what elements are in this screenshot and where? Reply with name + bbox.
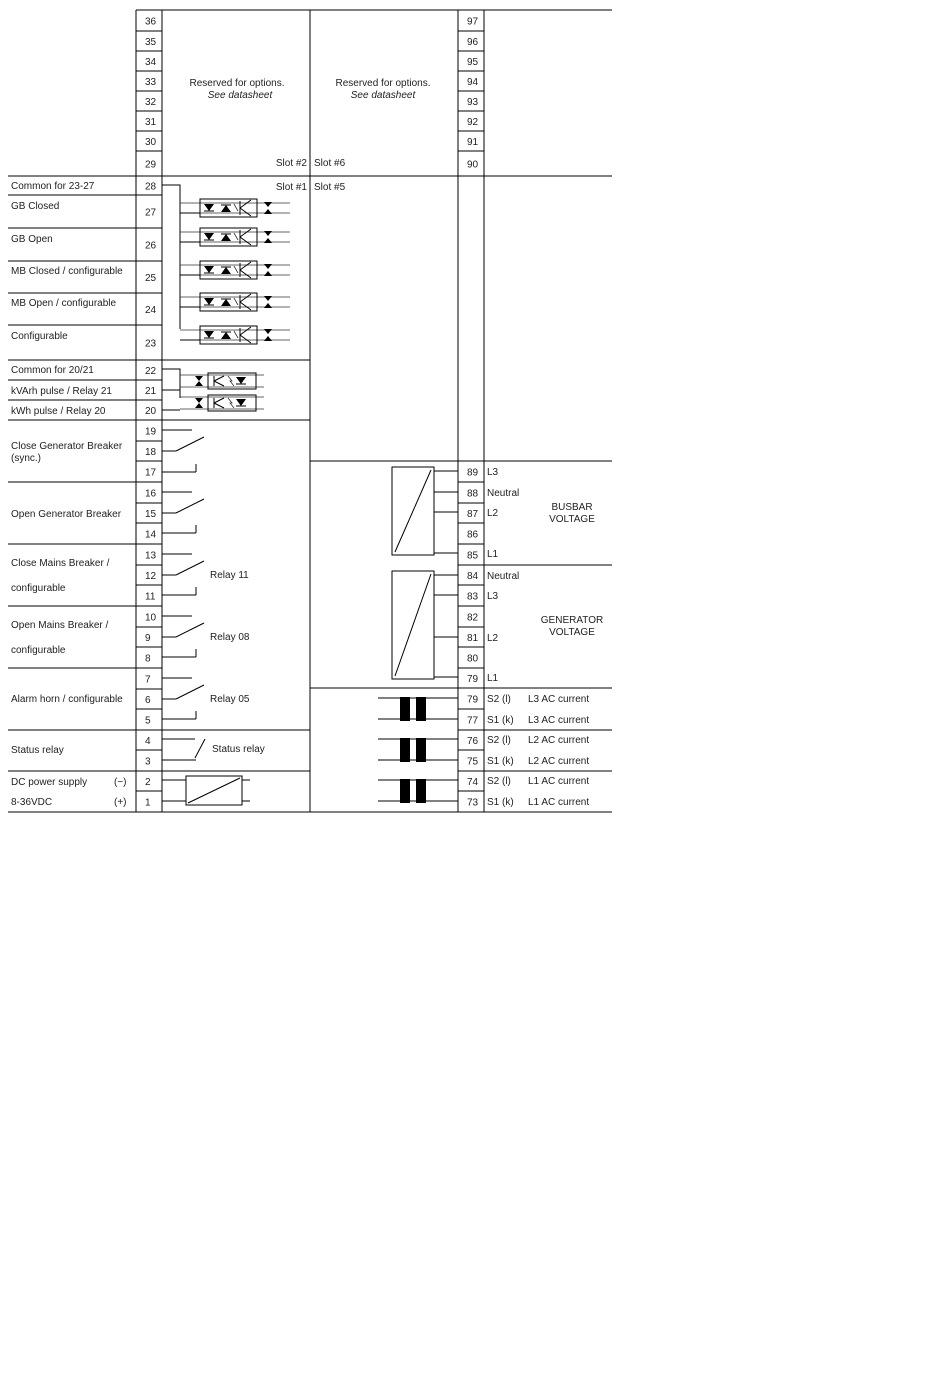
phase-label: L3 bbox=[487, 467, 499, 478]
left-terminal: 23 bbox=[145, 338, 157, 350]
generator-title-2: VOLTAGE bbox=[549, 627, 595, 638]
label-alarm: Alarm horn / configurable bbox=[11, 694, 123, 705]
right-terminal: 90 bbox=[467, 159, 479, 171]
phase-labels bbox=[487, 467, 519, 684]
slot6-text-1: Reserved for options. bbox=[335, 78, 431, 89]
left-terminal: 35 bbox=[145, 37, 157, 48]
right-terminal: 97 bbox=[467, 16, 479, 28]
relay-contact bbox=[162, 554, 204, 595]
left-terminal: 31 bbox=[145, 117, 157, 128]
optocoupler-symbol bbox=[180, 261, 290, 279]
phase-label: L1 bbox=[487, 549, 499, 560]
busbar-title-1: BUSBAR bbox=[551, 502, 593, 513]
dc-converter bbox=[162, 776, 250, 805]
label-open-mb-1: Open Mains Breaker / bbox=[11, 620, 109, 631]
label-close-gb-1: Close Generator Breaker bbox=[11, 441, 123, 452]
label-open-gb: Open Generator Breaker bbox=[11, 509, 122, 520]
left-terminal: 17 bbox=[145, 467, 157, 479]
ct-sig: S1 (k) bbox=[487, 797, 514, 808]
left-terminal: 18 bbox=[145, 447, 157, 458]
relay-outputs bbox=[162, 430, 204, 719]
left-terminal: 24 bbox=[145, 305, 157, 316]
slot5-label: Slot #5 bbox=[314, 182, 346, 193]
phase-label: Neutral bbox=[487, 571, 520, 582]
phase-label: L1 bbox=[487, 673, 499, 684]
left-terminal: 12 bbox=[145, 571, 157, 582]
left-terminal: 7 bbox=[145, 674, 151, 686]
right-terminal: 73 bbox=[467, 797, 479, 809]
left-terminal: 22 bbox=[145, 366, 157, 377]
left-terminal: 20 bbox=[145, 406, 157, 417]
ct-sig: S2 (l) bbox=[487, 776, 511, 787]
relay11-label: Relay 11 bbox=[210, 570, 249, 581]
left-terminal: 10 bbox=[145, 612, 157, 624]
relay05-label: Relay 05 bbox=[210, 694, 250, 705]
right-terminal: 89 bbox=[467, 467, 479, 479]
left-terminal: 13 bbox=[145, 550, 157, 562]
status-relay-contact bbox=[162, 739, 205, 760]
ct-desc: L1 AC current bbox=[528, 797, 590, 808]
left-terminal: 30 bbox=[145, 137, 157, 148]
relay-contact bbox=[162, 678, 204, 719]
label-kvarh: kVArh pulse / Relay 21 bbox=[11, 386, 112, 397]
slot6-text-2: See datasheet bbox=[350, 90, 416, 101]
label-close-gb-2: (sync.) bbox=[11, 453, 41, 464]
optocoupler-symbol bbox=[180, 199, 290, 217]
right-terminal: 95 bbox=[467, 57, 479, 68]
current-transformers bbox=[378, 697, 458, 803]
ct-labels bbox=[487, 694, 589, 808]
right-terminal-column bbox=[458, 10, 484, 812]
ct-sig: S1 (k) bbox=[487, 715, 514, 726]
phase-label: Neutral bbox=[487, 488, 520, 499]
busbar-transducer bbox=[392, 467, 458, 555]
right-terminal: 77 bbox=[467, 715, 479, 727]
right-terminal: 87 bbox=[467, 509, 479, 520]
ct-desc: L3 AC current bbox=[528, 694, 590, 705]
label-close-mb-2: configurable bbox=[11, 583, 66, 594]
slot2-text-2: See datasheet bbox=[207, 90, 273, 101]
phase-label: L3 bbox=[487, 591, 499, 602]
relay08-label: Relay 08 bbox=[210, 632, 250, 643]
right-terminal: 94 bbox=[467, 77, 479, 88]
generator-transducer bbox=[392, 571, 458, 679]
right-terminal: 76 bbox=[467, 736, 479, 747]
left-terminal: 2 bbox=[145, 777, 151, 788]
relay-contact bbox=[162, 430, 204, 472]
label-common-23-27: Common for 23-27 bbox=[11, 181, 95, 192]
label-dc-plus: (+) bbox=[114, 797, 127, 808]
right-terminal: 86 bbox=[467, 529, 479, 541]
ct-desc: L2 AC current bbox=[528, 735, 590, 746]
current-transformer bbox=[378, 697, 458, 721]
left-terminal: 14 bbox=[145, 529, 157, 541]
left-terminal: 5 bbox=[145, 715, 151, 727]
ct-sig: S1 (k) bbox=[487, 756, 514, 767]
right-terminal: 75 bbox=[467, 756, 479, 768]
right-terminal: 82 bbox=[467, 612, 479, 624]
label-dc-2: 8-36VDC bbox=[11, 797, 53, 808]
left-terminal-column bbox=[136, 10, 162, 812]
left-terminal: 1 bbox=[145, 797, 151, 809]
label-mb-closed: MB Closed / configurable bbox=[11, 266, 123, 277]
pulse-output-symbol bbox=[180, 395, 264, 411]
left-terminal: 28 bbox=[145, 181, 157, 193]
left-terminal: 36 bbox=[145, 16, 157, 28]
slot1-label: Slot #1 bbox=[275, 182, 307, 193]
optocoupler-symbol bbox=[180, 326, 290, 344]
left-terminal: 34 bbox=[145, 57, 157, 68]
ct-desc: L2 AC current bbox=[528, 756, 590, 767]
label-close-mb-1: Close Mains Breaker / bbox=[11, 558, 110, 569]
left-terminal: 9 bbox=[145, 633, 151, 644]
left-terminal: 19 bbox=[145, 426, 157, 438]
left-terminal: 26 bbox=[145, 240, 157, 252]
right-terminal: 96 bbox=[467, 37, 479, 48]
label-dc-1: DC power supply bbox=[11, 777, 88, 788]
label-status: Status relay bbox=[11, 745, 64, 756]
left-terminal: 6 bbox=[145, 695, 151, 706]
right-terminal: 83 bbox=[467, 591, 479, 603]
relay-contact bbox=[162, 616, 204, 657]
right-terminal: 80 bbox=[467, 653, 479, 665]
relay-contact bbox=[162, 492, 204, 533]
label-open-mb-2: configurable bbox=[11, 645, 66, 656]
left-terminal: 21 bbox=[145, 386, 157, 397]
digital-inputs bbox=[162, 185, 290, 344]
left-terminal: 29 bbox=[145, 159, 157, 171]
slot2-text-1: Reserved for options. bbox=[189, 78, 285, 89]
current-transformer bbox=[378, 779, 458, 803]
right-terminal: 74 bbox=[467, 777, 479, 788]
right-terminal: 79 bbox=[467, 694, 479, 706]
left-terminal: 15 bbox=[145, 509, 157, 520]
left-terminal: 11 bbox=[145, 591, 156, 603]
right-terminal: 91 bbox=[467, 137, 479, 148]
left-terminal: 27 bbox=[145, 207, 157, 219]
ct-sig: S2 (l) bbox=[487, 735, 511, 746]
pulse-outputs bbox=[162, 369, 264, 411]
busbar-title-2: VOLTAGE bbox=[549, 514, 595, 525]
label-kwh: kWh pulse / Relay 20 bbox=[11, 406, 106, 417]
left-terminal: 8 bbox=[145, 653, 151, 665]
current-transformer bbox=[378, 738, 458, 762]
right-terminal: 85 bbox=[467, 550, 479, 562]
generator-title-1: GENERATOR bbox=[540, 615, 604, 626]
optocoupler-symbol bbox=[180, 293, 290, 311]
phase-label: L2 bbox=[487, 633, 499, 644]
label-dc-minus: (−) bbox=[114, 777, 127, 788]
right-terminal: 88 bbox=[467, 488, 479, 500]
left-labels bbox=[11, 181, 127, 808]
slot2-label: Slot #2 bbox=[275, 158, 307, 169]
pulse-output-symbol bbox=[180, 373, 264, 389]
right-terminal: 84 bbox=[467, 571, 479, 582]
label-common-20-21: Common for 20/21 bbox=[11, 365, 94, 376]
label-gb-closed: GB Closed bbox=[11, 201, 60, 212]
left-terminal: 25 bbox=[145, 273, 157, 284]
right-terminal: 93 bbox=[467, 97, 479, 108]
slot6-label: Slot #6 bbox=[314, 158, 346, 169]
ct-sig: S2 (l) bbox=[487, 694, 511, 705]
ct-desc: L3 AC current bbox=[528, 715, 590, 726]
ct-desc: L1 AC current bbox=[528, 776, 590, 787]
label-mb-open: MB Open / configurable bbox=[11, 298, 117, 309]
label-gb-open: GB Open bbox=[11, 234, 53, 245]
status-relay-label: Status relay bbox=[212, 744, 265, 755]
phase-label: L2 bbox=[487, 508, 499, 519]
right-terminal: 81 bbox=[467, 633, 479, 644]
left-terminal: 4 bbox=[145, 736, 151, 747]
right-terminal: 79 bbox=[467, 674, 479, 685]
right-terminal: 92 bbox=[467, 117, 479, 128]
left-terminal: 33 bbox=[145, 77, 157, 88]
left-terminal: 16 bbox=[145, 488, 157, 500]
left-terminal: 3 bbox=[145, 756, 151, 768]
label-configurable: Configurable bbox=[11, 331, 68, 342]
left-terminal: 32 bbox=[145, 97, 157, 108]
optocoupler-symbol bbox=[180, 228, 290, 246]
